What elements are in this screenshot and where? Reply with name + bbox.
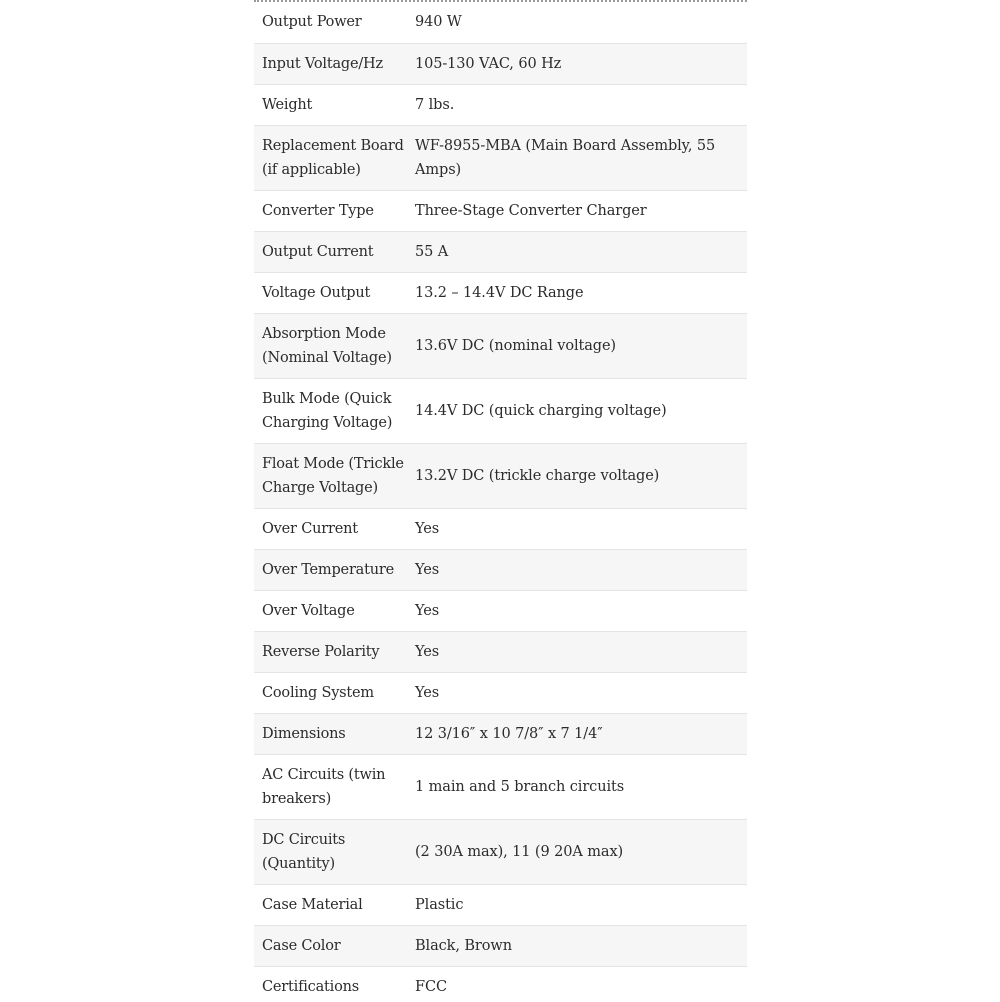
spec-value: Three-Stage Converter Charger <box>415 202 647 219</box>
spec-row-dimensions <box>254 713 747 754</box>
spec-row-input-voltage <box>254 43 747 84</box>
spec-row-over-current <box>254 508 747 549</box>
spec-label: Absorption Mode (Nominal Voltage) <box>262 325 392 366</box>
spec-row-bulk-mode <box>254 378 747 443</box>
spec-row-absorption-mode <box>254 313 747 378</box>
spec-label: Output Current <box>262 243 374 260</box>
spec-row-weight <box>254 84 747 125</box>
spec-value: 12 3/16″ x 10 7/8″ x 7 1/4″ <box>415 725 603 742</box>
spec-row-output-power <box>254 2 747 43</box>
spec-row-converter-type <box>254 190 747 231</box>
spec-label: Over Temperature <box>262 561 394 578</box>
spec-value: Yes <box>415 520 440 537</box>
spec-label: DC Circuits (Quantity) <box>262 831 346 872</box>
spec-value: Yes <box>415 684 440 701</box>
spec-label: Reverse Polarity <box>262 643 380 660</box>
spec-label: AC Circuits (twin breakers) <box>262 766 386 807</box>
spec-value: 105-130 VAC, 60 Hz <box>415 55 562 72</box>
spec-row-case-color <box>254 925 747 966</box>
spec-label: Output Power <box>262 14 362 31</box>
spec-label: Case Material <box>262 896 363 913</box>
spec-label: Over Current <box>262 520 358 537</box>
spec-value: 1 main and 5 branch circuits <box>415 778 625 795</box>
spec-value: 940 W <box>415 14 462 31</box>
spec-value: WF-8955-MBA (Main Board Assembly, 55 Amps) <box>415 137 716 178</box>
spec-value: 13.2V DC (trickle charge voltage) <box>415 467 660 484</box>
spec-label: Certifications <box>262 978 360 995</box>
spec-row-ac-circuits <box>254 754 747 819</box>
spec-row-dc-circuits <box>254 819 747 884</box>
spec-label: Voltage Output <box>262 284 371 301</box>
spec-row-cooling-system <box>254 672 747 713</box>
spec-label: Bulk Mode (Quick Charging Voltage) <box>262 390 393 431</box>
spec-label: Input Voltage/Hz <box>262 55 383 72</box>
spec-row-float-mode <box>254 443 747 508</box>
spec-label: Converter Type <box>262 202 374 219</box>
spec-label: Over Voltage <box>262 602 355 619</box>
spec-value: Black, Brown <box>415 937 512 954</box>
spec-row-reverse-polarity <box>254 631 747 672</box>
spec-row-case-material <box>254 884 747 925</box>
spec-label: Weight <box>262 96 313 113</box>
spec-label: Replacement Board (if applicable) <box>262 137 404 178</box>
spec-value: (2 30A max), 11 (9 20A max) <box>415 843 624 860</box>
spec-value: 13.6V DC (nominal voltage) <box>415 337 616 354</box>
spec-value: 7 lbs. <box>415 96 455 113</box>
spec-row-replacement-board <box>254 125 747 190</box>
spec-row-over-voltage <box>254 590 747 631</box>
spec-label: Cooling System <box>262 684 374 701</box>
spec-value: 13.2 – 14.4V DC Range <box>415 284 584 301</box>
spec-value: Yes <box>415 561 440 578</box>
spec-row-voltage-output <box>254 272 747 313</box>
spec-label: Dimensions <box>262 725 346 742</box>
spec-row-over-temperature <box>254 549 747 590</box>
spec-row-output-current <box>254 231 747 272</box>
spec-value: Yes <box>415 602 440 619</box>
spec-value: FCC <box>415 978 447 995</box>
spec-table-container <box>254 0 747 1002</box>
spec-value: Plastic <box>415 896 464 913</box>
spec-label: Float Mode (Trickle Charge Voltage) <box>262 455 404 496</box>
spec-table <box>254 2 747 1002</box>
spec-value: Yes <box>415 643 440 660</box>
spec-value: 55 A <box>415 243 449 260</box>
spec-row-certifications <box>254 966 747 1002</box>
spec-label: Case Color <box>262 937 341 954</box>
spec-value: 14.4V DC (quick charging voltage) <box>415 402 667 419</box>
